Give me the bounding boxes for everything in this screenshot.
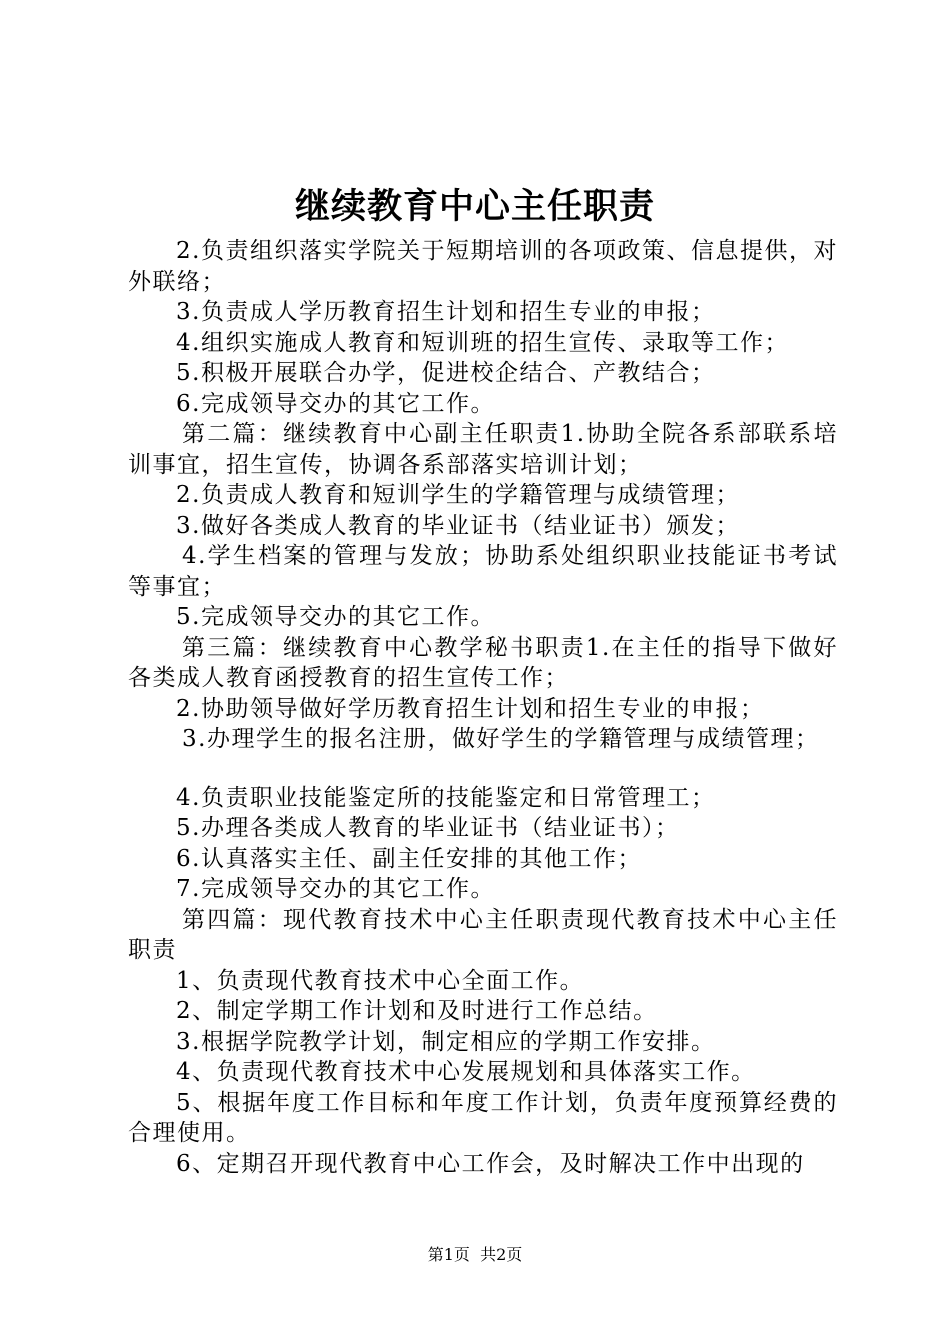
paragraph: 6、定期召开现代教育中心工作会，及时解决工作中出现的 (176, 1150, 805, 1177)
document-body (128, 236, 838, 1179)
paragraph: 6.认真落实主任、副主任安排的其他工作； (176, 845, 642, 872)
document-title: 继续教育中心主任职责 (294, 187, 655, 227)
paragraph: 2.负责组织落实学院关于短期培训的各项政策、信息提供，对外联络； (128, 238, 838, 295)
paragraph: 7.完成领导交办的其它工作。 (176, 876, 495, 902)
paragraph: 5、根据年度工作目标和年度工作计划，负责年度预算经费的合理使用。 (128, 1089, 838, 1146)
paragraph: 2、制定学期工作计划和及时进行工作总结。 (176, 998, 658, 1024)
paragraph: 3.做好各类成人教育的毕业证书（结业证书）颁发； (176, 512, 740, 539)
blank-line (128, 755, 838, 783)
paragraph: 3.根据学院教学计划，制定相应的学期工作安排。 (176, 1028, 716, 1055)
paragraph: 3.办理学生的报名注册，做好学生的学籍管理与成绩管理； (182, 726, 820, 752)
paragraph: 4、负责现代教育技术中心发展规划和具体落实工作。 (176, 1059, 756, 1085)
paragraph: 5.完成领导交办的其它工作。 (176, 604, 495, 630)
page-number: 第1页 (427, 1245, 470, 1264)
section-heading-paragraph: 第三篇：继续教育中心教学秘书职责1.在主任的指导下做好各类成人教育函授教育的招生宣传工作； (128, 634, 838, 691)
page-total: 共2页 (480, 1245, 523, 1264)
paragraph: 3.负责成人学历教育招生计划和招生专业的申报； (176, 299, 716, 325)
section-heading-paragraph: 第四篇：现代教育技术中心主任职责现代教育技术中心主任职责 (128, 906, 838, 963)
paragraph: 5.积极开展联合办学，促进校企结合、产教结合； (176, 360, 716, 386)
page-footer (0, 1244, 950, 1266)
paragraph: 5.办理各类成人教育的毕业证书（结业证书）； (176, 815, 680, 841)
paragraph: 2.协助领导做好学历教育招生计划和招生专业的申报； (176, 695, 765, 722)
section-heading-paragraph: 第二篇：继续教育中心副主任职责1.协助全院各系部联系培训事宜，招生宣传，协调各系部落实培训计划； (128, 421, 838, 478)
paragraph: 6.完成领导交办的其它工作。 (176, 390, 495, 417)
paragraph: 4.组织实施成人教育和短训班的招生宣传、录取等工作； (176, 329, 789, 356)
paragraph: 1、负责现代教育技术中心全面工作。 (176, 967, 585, 994)
paragraph: 2.负责成人教育和短训学生的学籍管理与成绩管理； (176, 482, 740, 508)
paragraph: 4.负责职业技能鉴定所的技能鉴定和日常管理工； (176, 784, 716, 811)
paragraph: 4.学生档案的管理与发放；协助系处组织职业技能证书考试等事宜； (128, 543, 838, 600)
